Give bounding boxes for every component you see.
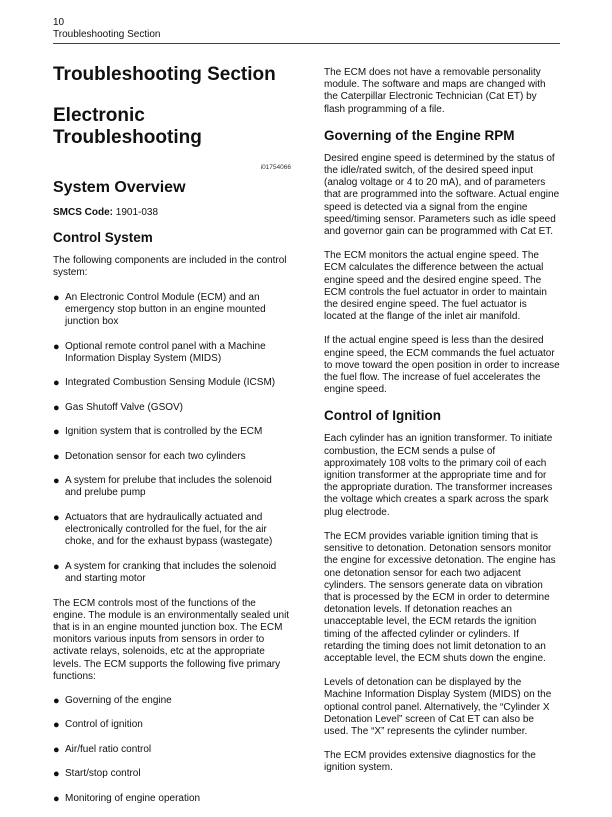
desired-speed-paragraph: Desired engine speed is determined by the status of the idle/rated switch, of the desired speed input (analog voltage or 4 to 20 mA), and of parameters that are programmed into the software. Actual engine speed is detected via a signal from the engine speed/timing sensor. Parameters such as idle speed and governor gain can be programmed with Cat ET.	[324, 152, 560, 238]
list-item: ● Ignition system that is controlled by the ECM	[53, 426, 263, 439]
list-item: ● Optional remote control panel with a Machine Information Display System (MIDS)	[53, 340, 266, 364]
bullet-icon: ●	[53, 792, 60, 805]
section-title: Troubleshooting Section	[53, 64, 276, 85]
bullet-icon: ●	[53, 719, 60, 732]
bullet-icon: ●	[53, 291, 60, 304]
list-item: ● Gas Shutoff Valve (GSOV)	[53, 401, 184, 414]
ecm-paragraph: The ECM controls most of the functions of the engine. The module is an environmentally sealed unit that is in an engine mounted junction box. The ECM monitors various inputs from sensors in order to activate relays, solenoids, etc at the appropriate levels. The ECM supports the following five primary functions:	[53, 597, 290, 682]
bullet-icon: ●	[53, 743, 60, 756]
list-item: ● Actuators that are hydraulically actuated and electronically controlled for the fuel, for the air choke, and for the exhaust bypass (wastegate)	[53, 511, 273, 548]
smcs-label: SMCS Code:	[53, 207, 113, 218]
personality-module-paragraph: The ECM does not have a removable personality module. The software and maps are changed with the Caterpillar Electronic Technician (Cat ET) by flash programming of a file.	[324, 67, 546, 115]
list-item: ● Air/fuel ratio control	[53, 743, 152, 756]
smcs-value: 1901-038	[115, 207, 159, 218]
list-item: ● Integrated Combustion Sensing Module (ICSM)	[53, 377, 276, 390]
list-item: ● A system for cranking that includes the solenoid and starting motor	[53, 560, 277, 585]
list-item: ● A system for prelube that includes the solenoid and prelube pump	[53, 475, 272, 499]
functions-list	[53, 695, 291, 805]
running-section-title: Troubleshooting Section	[53, 29, 161, 40]
transformer-paragraph: Each cylinder has an ignition transformer. To initiate combustion, the ECM sends a pulse of approximately 108 volts to the primary coil of each ignition transformer at the appropriate time and for the appropriate duration. The transformer increases the voltage which creates a spark across the spark plug electrode.	[324, 433, 553, 518]
list-item: ● Start/stop control	[53, 768, 141, 781]
bullet-icon: ●	[53, 426, 60, 439]
fuel-actuator-paragraph: If the actual engine speed is less than the desired engine speed, the ECM commands the fuel actuator to move toward the open position in order to increase the fuel flow. The increase of fuel accelerates the engine speed.	[324, 335, 560, 396]
list-item: ● Monitoring of engine operation	[53, 792, 201, 805]
left-column	[53, 58, 291, 817]
list-item: ● Detonation sensor for each two cylinders	[53, 450, 246, 463]
page-header	[53, 17, 560, 44]
list-item: ● An Electronic Control Module (ECM) and an emergency stop button in an engine mounted junction box	[53, 291, 266, 328]
governing-heading: Governing of the Engine RPM	[324, 127, 515, 143]
components-list	[53, 292, 291, 586]
bullet-icon: ●	[53, 450, 60, 463]
bullet-icon: ●	[53, 340, 60, 353]
ignition-heading: Control of Ignition	[324, 408, 441, 424]
bullet-icon: ●	[53, 377, 60, 390]
diagnostics-paragraph: The ECM provides extensive diagnostics for the ignition system.	[324, 750, 536, 774]
bullet-icon: ●	[53, 694, 60, 707]
bullet-icon: ●	[53, 401, 60, 414]
monitor-speed-paragraph: The ECM monitors the actual engine speed. The ECM calculates the difference between the actual engine speed and the desired engine speed. The ECM controls the fuel actuator in order to maintain the desired engine speed. The fuel actuator is located at the flange of the inlet air manifold.	[324, 250, 547, 323]
bullet-icon: ●	[53, 511, 60, 524]
detonation-paragraph: The ECM provides variable ignition timing that is sensitive to detonation. Detonation sensors monitor the engine for excessive detonation. The engine has one detonation sensor for each two adjacent cylinders. The sensors generate data on vibration that is processed by the ECM in order to determine detonation levels. If detonation reaches an unacceptable level, the ECM retards the ignition timing of the affected cylinder or cylinders. If retarding the timing does not limit detonation to an acceptable level, the ECM shuts down the engine.	[324, 530, 556, 664]
reference-id: i01754066	[260, 164, 291, 171]
chapter-title: Electronic Troubleshooting	[53, 105, 202, 148]
bullet-icon: ●	[53, 768, 60, 781]
overview-heading: System Overview	[53, 179, 186, 196]
smcs-code	[53, 207, 291, 219]
right-column	[324, 67, 560, 787]
control-system-heading: Control System	[53, 230, 153, 246]
page-number: 10	[53, 17, 65, 28]
detonation-display-paragraph: Levels of detonation can be displayed by the Machine Information Display System (MIDS) on the optional control panel. Alternatively, the “Cylinder X Detonation Level” screen of Cat ET can also be used. The “X” represents the cylinder number.	[324, 677, 552, 737]
intro-paragraph: The following components are included in the control system:	[53, 255, 287, 279]
list-item: ● Governing of the engine	[53, 694, 172, 707]
list-item: ● Control of ignition	[53, 719, 143, 732]
bullet-icon: ●	[53, 475, 60, 488]
bullet-icon: ●	[53, 560, 60, 573]
